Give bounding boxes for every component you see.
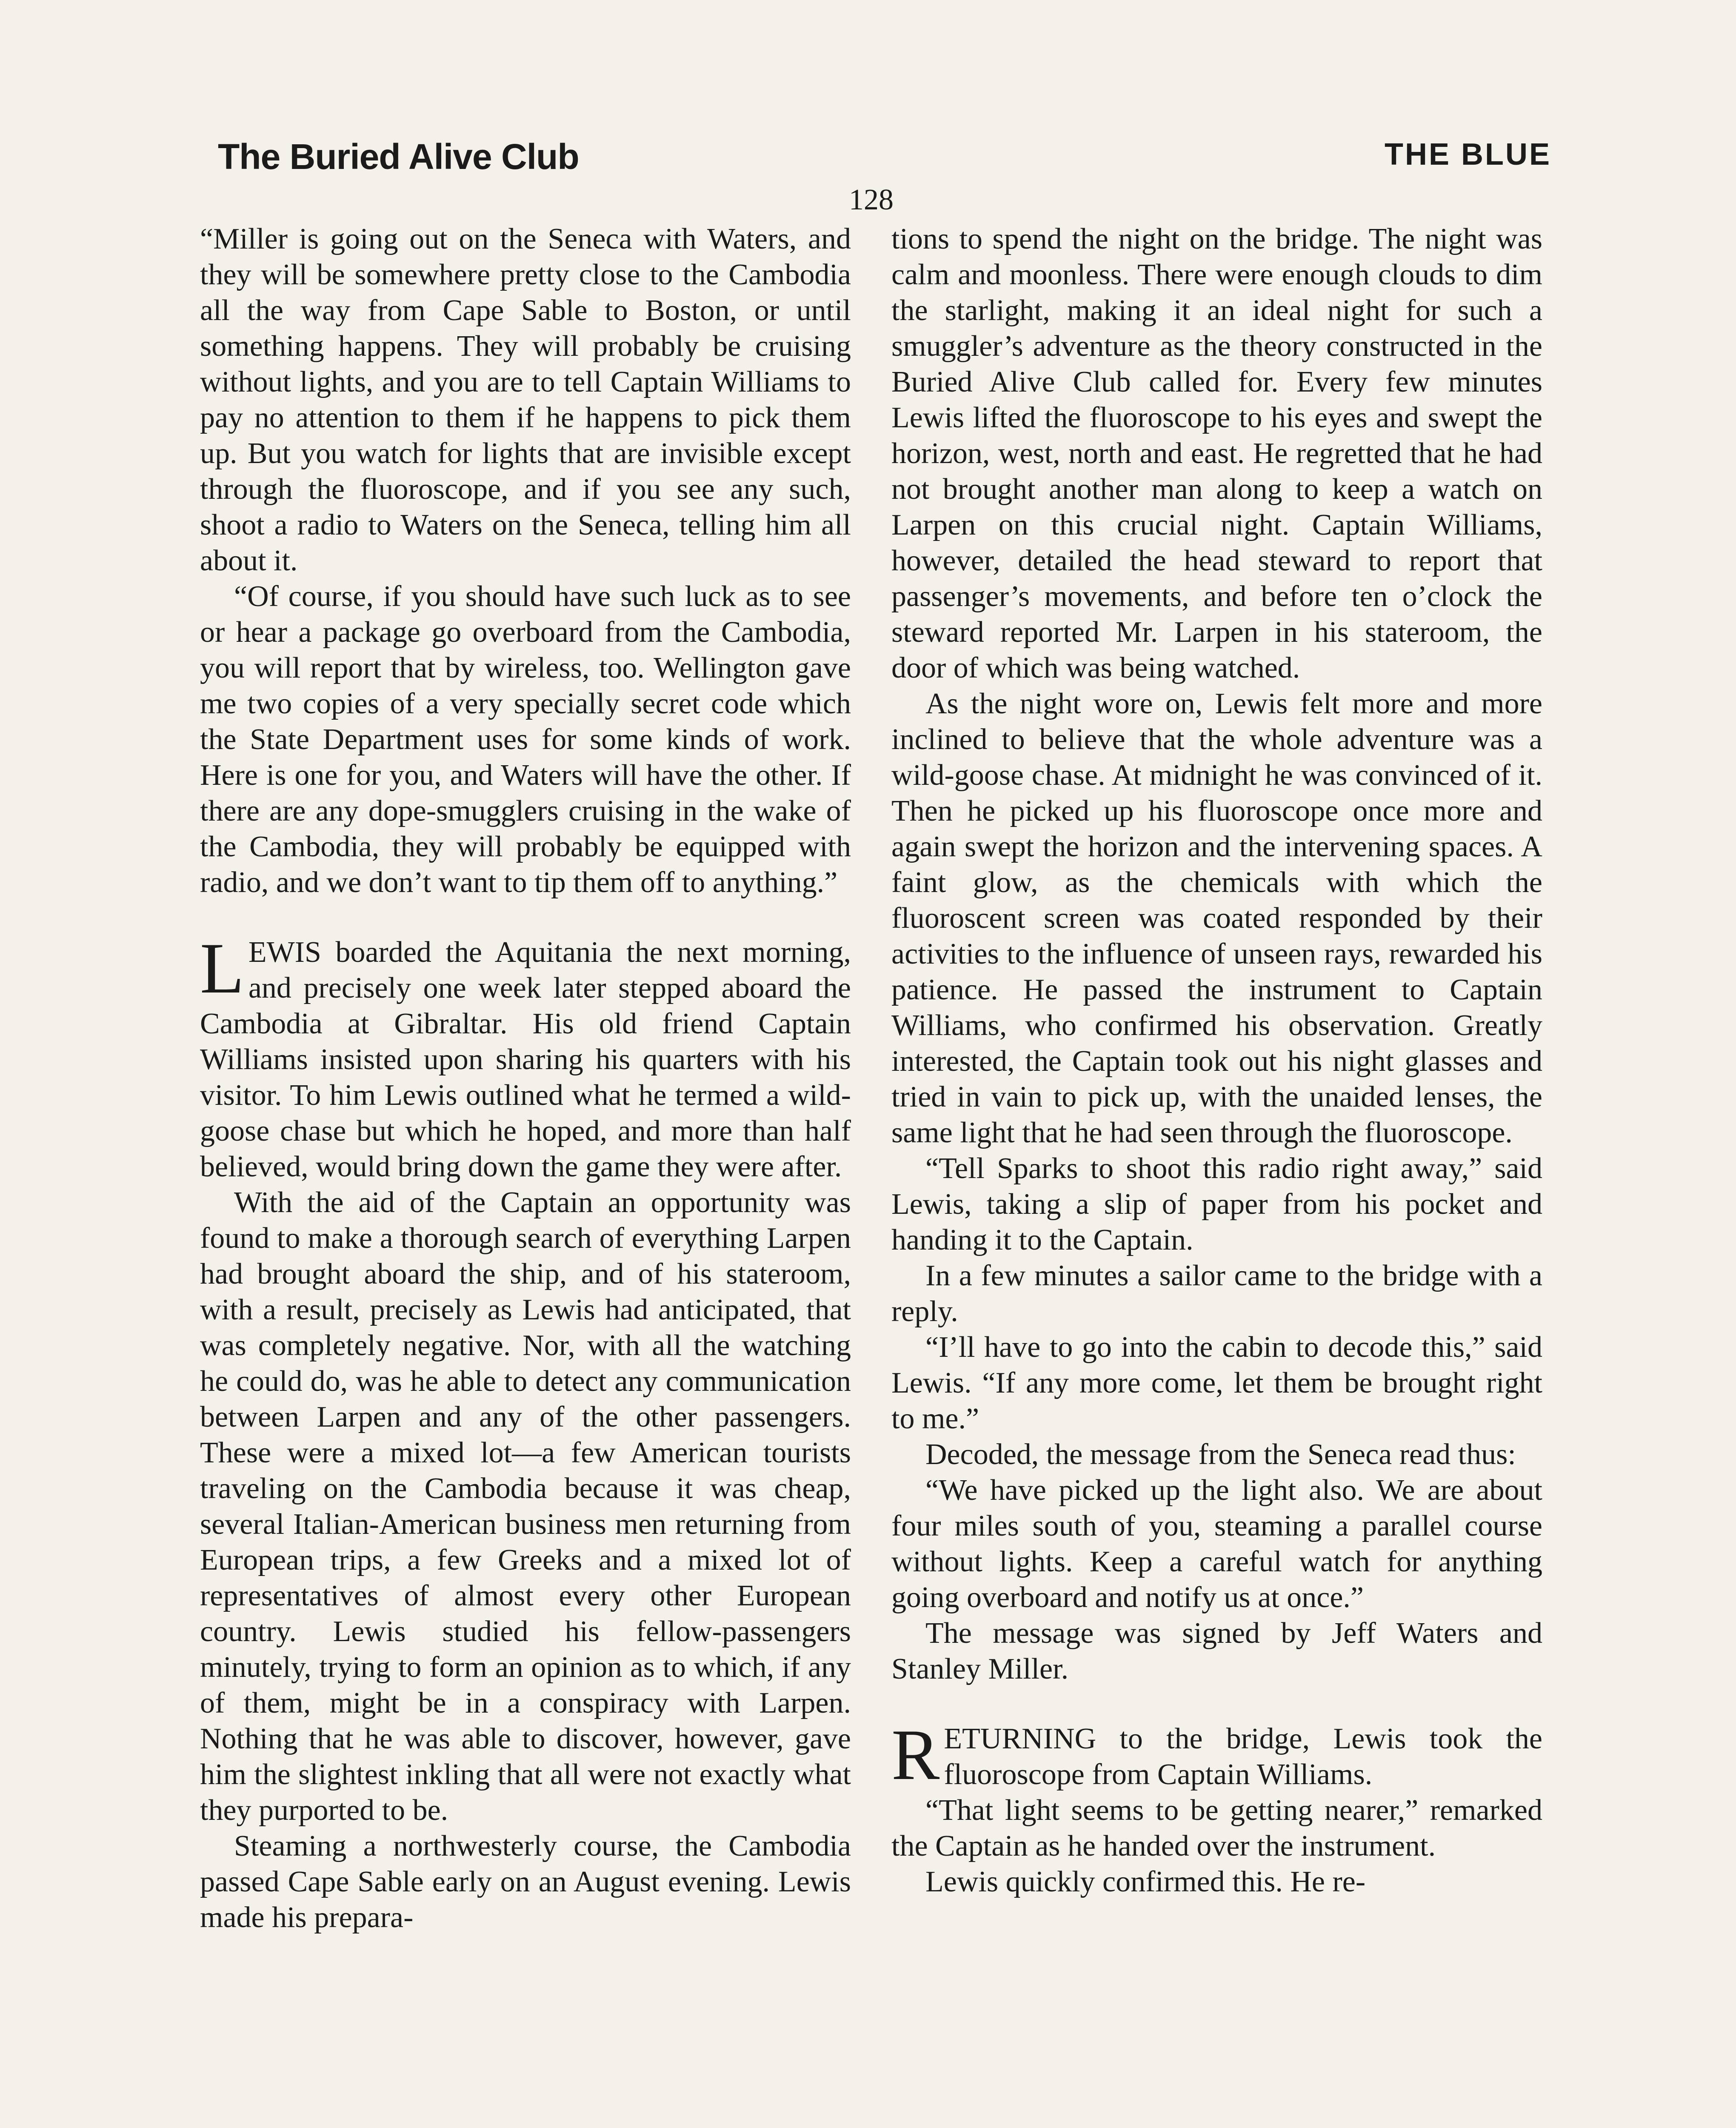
- magazine-name: THE BLUE: [1385, 137, 1551, 172]
- section-paragraph: [200, 928, 851, 1185]
- paragraph: “That light seems to be getting nearer,” remarked the Captain as he handed over the instrument.: [891, 1794, 1542, 1862]
- page-number: 128: [849, 183, 894, 216]
- paragraph: tions to spend the night on the bridge. The night was calm and moonless. There were enough clouds to dim the starlight, making it an ideal night for such a smuggler’s adventure as the theory constructed in the Buried Alive Club called for. Every few minutes Lewis lifted the fluoroscope to his eyes and swept the horizon, west, north and east. He regretted that he had not brought another man along to keep a watch on Larpen on this crucial night. Captain Williams, however, detailed the head steward to report that passenger’s movements, and before ten o’clock the steward reported Mr. Larpen in his stateroom, the door of which was being watched.: [891, 223, 1542, 684]
- paragraph: The message was signed by Jeff Waters and Stanley Miller.: [891, 1617, 1542, 1685]
- paragraph-text: EWIS boarded the Aquitania the next morning, and precisely one week later stepped aboard the Cambodia at Gibraltar. His old friend Captain Williams insisted upon sharing his quarters with his visitor. To him Lewis outlined what he termed a wild-goose chase but which he hoped, and more than half believed, would bring down the game they were after.: [200, 936, 851, 1183]
- story-title: The Buried Alive Club: [218, 137, 579, 177]
- paragraph-text: ETURNING to the bridge, Lewis took the fluoroscope from Captain Williams.: [944, 1722, 1542, 1791]
- section-paragraph: [891, 1715, 1542, 1795]
- paragraph: Steaming a northwesterly course, the Cambodia passed Cape Sable early on an August evening. Lewis made his prepara-: [200, 1830, 851, 1934]
- paragraph: Lewis quickly confirmed this. He re-: [925, 1865, 1366, 1898]
- drop-cap: L: [200, 928, 244, 1008]
- paragraph: With the aid of the Captain an opportunity was found to make a thorough search of everything Larpen had brought aboard the ship, and of his stateroom, with a result, precisely as Lewis had anticipated, that was completely negative. Nor, with all the watching he could do, was he able to detect any communication between Larpen and any of the other passengers. These were a mixed lot—a few American tourists traveling on the Cambodia because it was cheap, several Italian-American business men returning from European trips, a few Greeks and a mixed lot of representatives of almost every other European country. Lewis studied his fellow-passengers minutely, trying to form an opinion as to which, if any of them, might be in a conspiracy with Larpen. Nothing that he was able to discover, however, gave him the slightest inkling that all were not exactly what they purported to be.: [200, 1186, 851, 1827]
- right-column: [891, 221, 1542, 1900]
- paragraph: “Tell Sparks to shoot this radio right away,” said Lewis, taking a slip of paper from his pocket and handing it to the Captain.: [891, 1152, 1542, 1256]
- paragraph: “I’ll have to go into the cabin to decode this,” said Lewis. “If any more come, let them be brought right to me.”: [891, 1331, 1542, 1435]
- drop-cap: R: [891, 1715, 940, 1795]
- paragraph: As the night wore on, Lewis felt more and more inclined to believe that the whole adventure was a wild-goose chase. At midnight he was convinced of it. Then he picked up his fluoroscope once more and again swept the horizon and the intervening spaces. A faint glow, as the chemicals with which the fluoroscent screen was coated responded by their activities to the influence of unseen rays, rewarded his patience. He passed the instrument to Captain Williams, who confirmed his observation. Greatly interested, the Captain took out his night glasses and tried in vain to pick up, with the unaided lenses, the same light that he had seen through the fluoroscope.: [891, 687, 1542, 1149]
- paragraph: “We have picked up the light also. We are about four miles south of you, steaming a parallel course without lights. Keep a careful watch for anything going overboard and notify us at once.”: [891, 1474, 1542, 1614]
- paragraph: Decoded, the message from the Seneca read thus:: [925, 1438, 1516, 1471]
- paragraph: “Of course, if you should have such luck as to see or hear a package go overboard from the Cambodia, you will report that by wireless, too. Wellington gave me two copies of a very specially secret code which the State Department uses for some kinds of work. Here is one for you, and Waters will have the other. If there are any dope-smugglers cruising in the wake of the Cambodia, they will probably be equipped with radio, and we don’t want to tip them off to anything.”: [200, 580, 851, 899]
- paragraph: “Miller is going out on the Seneca with Waters, and they will be somewhere pretty close to the Cambodia all the way from Cape Sable to Boston, or until something happens. They will probably be cruising without lights, and you are to tell Captain Williams to pay no attention to them if he happens to pick them up. But you watch for lights that are invisible except through the fluoroscope, and if you see any such, shoot a radio to Waters on the Seneca, telling him all about it.: [200, 223, 851, 577]
- paragraph: In a few minutes a sailor came to the bridge with a reply.: [891, 1259, 1542, 1328]
- left-column: [200, 221, 851, 1936]
